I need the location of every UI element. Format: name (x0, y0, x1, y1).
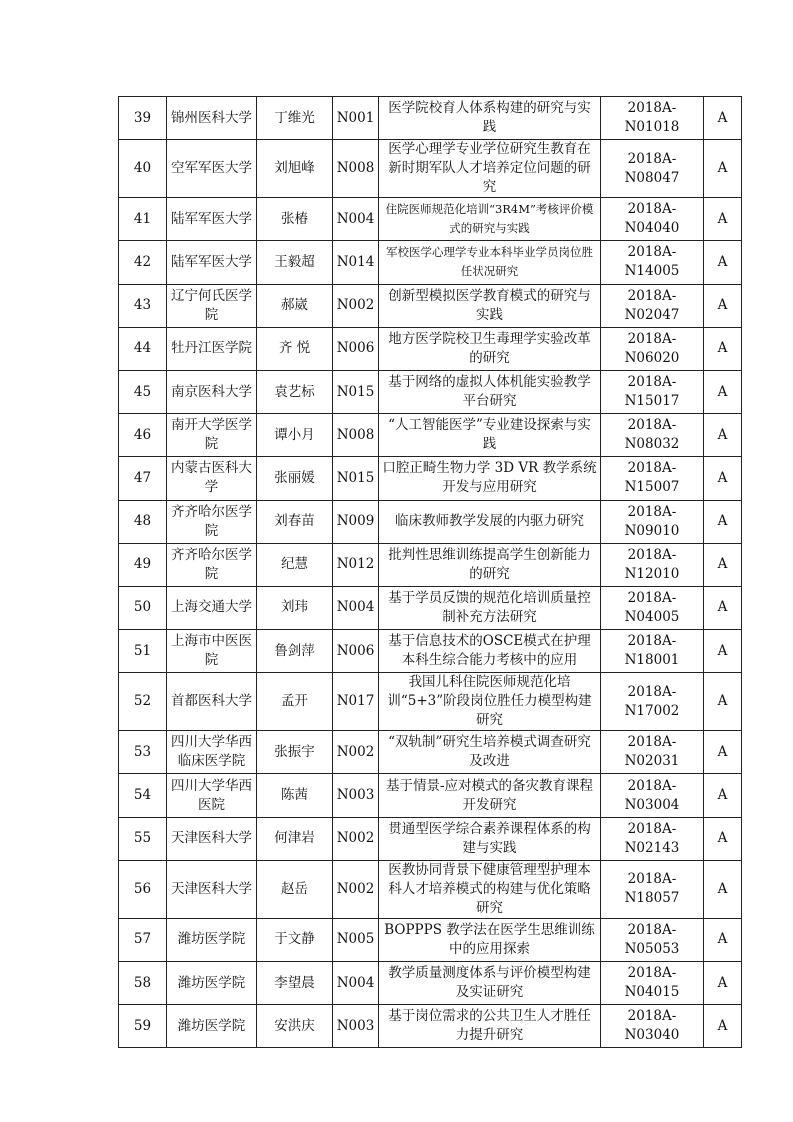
row-number-cell: 45 (119, 370, 167, 413)
row-number-cell: 41 (119, 198, 167, 241)
school-cell: 上海交通大学 (167, 586, 257, 629)
table-row (119, 370, 742, 413)
row-number-cell: 56 (119, 860, 167, 918)
project-title-cell: 基于情景-应对模式的备灾教育课程开发研究 (379, 774, 601, 817)
project-title-cell: “人工智能医学”专业建设探索与实践 (379, 414, 601, 457)
person-cell: 刘玮 (257, 586, 333, 629)
row-number-cell: 49 (119, 543, 167, 586)
project-title-cell: 医学心理学专业学位研究生教育在新时期军队人才培养定位问题的研究 (379, 140, 601, 198)
project-number-cell: 2018A-N04015 (601, 962, 704, 1005)
person-cell: 赵岳 (257, 860, 333, 918)
category-code-cell: N008 (333, 414, 379, 457)
project-number-cell: 2018A-N04005 (601, 586, 704, 629)
person-cell: 纪慧 (257, 543, 333, 586)
level-cell: A (704, 241, 742, 284)
project-title-cell: 军校医学心理学专业本科毕业学员岗位胜任状况研究 (379, 241, 601, 284)
level-cell: A (704, 731, 742, 774)
school-cell: 四川大学华西医院 (167, 774, 257, 817)
project-title-cell: 医教协同背景下健康管理型护理本科人才培养模式的构建与优化策略研究 (379, 860, 601, 918)
level-cell: A (704, 370, 742, 413)
school-cell: 齐齐哈尔医学院 (167, 500, 257, 543)
category-code-cell: N002 (333, 284, 379, 327)
category-code-cell: N004 (333, 586, 379, 629)
school-cell: 牡丹江医学院 (167, 327, 257, 370)
person-cell: 刘春苗 (257, 500, 333, 543)
project-title-cell: 批判性思维训练提高学生创新能力的研究 (379, 543, 601, 586)
category-code-cell: N004 (333, 198, 379, 241)
table-body (119, 97, 742, 1048)
table-row (119, 1005, 742, 1048)
project-number-cell: 2018A-N15007 (601, 457, 704, 500)
level-cell: A (704, 774, 742, 817)
row-number-cell: 54 (119, 774, 167, 817)
school-cell: 潍坊医学院 (167, 1005, 257, 1048)
school-cell: 齐齐哈尔医学院 (167, 543, 257, 586)
project-number-cell: 2018A-N15017 (601, 370, 704, 413)
person-cell: 鲁剑萍 (257, 630, 333, 673)
level-cell: A (704, 962, 742, 1005)
category-code-cell: N003 (333, 774, 379, 817)
level-cell: A (704, 500, 742, 543)
level-cell: A (704, 543, 742, 586)
project-number-cell: 2018A-N04040 (601, 198, 704, 241)
project-number-cell: 2018A-N17002 (601, 673, 704, 731)
project-number-cell: 2018A-N02031 (601, 731, 704, 774)
school-cell: 首都医科大学 (167, 673, 257, 731)
project-title-cell: 教学质量测度体系与评价模型构建及实证研究 (379, 962, 601, 1005)
row-number-cell: 40 (119, 140, 167, 198)
table-row (119, 673, 742, 731)
category-code-cell: N006 (333, 630, 379, 673)
project-number-cell: 2018A-N14005 (601, 241, 704, 284)
level-cell: A (704, 673, 742, 731)
person-cell: 张振宇 (257, 731, 333, 774)
project-number-cell: 2018A-N05053 (601, 918, 704, 961)
person-cell: 丁维光 (257, 97, 333, 140)
table-row (119, 817, 742, 860)
category-code-cell: N006 (333, 327, 379, 370)
school-cell: 潍坊医学院 (167, 918, 257, 961)
category-code-cell: N012 (333, 543, 379, 586)
project-title-cell: 地方医学院校卫生毒理学实验改革的研究 (379, 327, 601, 370)
school-cell: 空军军医大学 (167, 140, 257, 198)
row-number-cell: 58 (119, 962, 167, 1005)
level-cell: A (704, 327, 742, 370)
project-number-cell: 2018A-N08032 (601, 414, 704, 457)
project-title-cell: 贯通型医学综合素养课程体系的构建与实践 (379, 817, 601, 860)
school-cell: 潍坊医学院 (167, 962, 257, 1005)
person-cell: 郝崴 (257, 284, 333, 327)
level-cell: A (704, 140, 742, 198)
table-row (119, 962, 742, 1005)
project-title-cell: 临床教师教学发展的内驱力研究 (379, 500, 601, 543)
person-cell: 齐 悦 (257, 327, 333, 370)
project-number-cell: 2018A-N03004 (601, 774, 704, 817)
level-cell: A (704, 198, 742, 241)
category-code-cell: N017 (333, 673, 379, 731)
category-code-cell: N015 (333, 370, 379, 413)
table-row (119, 860, 742, 918)
person-cell: 李望晨 (257, 962, 333, 1005)
category-code-cell: N009 (333, 500, 379, 543)
school-cell: 内蒙古医科大学 (167, 457, 257, 500)
school-cell: 上海市中医医院 (167, 630, 257, 673)
row-number-cell: 55 (119, 817, 167, 860)
level-cell: A (704, 414, 742, 457)
person-cell: 袁艺标 (257, 370, 333, 413)
row-number-cell: 47 (119, 457, 167, 500)
project-title-cell: 基于学员反馈的规范化培训质量控制补充方法研究 (379, 586, 601, 629)
row-number-cell: 44 (119, 327, 167, 370)
project-title-cell: 基于岗位需求的公共卫生人才胜任力提升研究 (379, 1005, 601, 1048)
table-row (119, 731, 742, 774)
level-cell: A (704, 630, 742, 673)
table-row (119, 586, 742, 629)
row-number-cell: 53 (119, 731, 167, 774)
table-row (119, 918, 742, 961)
project-number-cell: 2018A-N18057 (601, 860, 704, 918)
category-code-cell: N015 (333, 457, 379, 500)
school-cell: 天津医科大学 (167, 860, 257, 918)
category-code-cell: N002 (333, 817, 379, 860)
row-number-cell: 57 (119, 918, 167, 961)
table-row (119, 774, 742, 817)
project-title-cell: 住院医师规范化培训“3R4M”考核评价模式的研究与实践 (379, 198, 601, 241)
project-number-cell: 2018A-N02047 (601, 284, 704, 327)
table-row (119, 241, 742, 284)
row-number-cell: 46 (119, 414, 167, 457)
table-row (119, 97, 742, 140)
person-cell: 安洪庆 (257, 1005, 333, 1048)
project-number-cell: 2018A-N09010 (601, 500, 704, 543)
table-row (119, 543, 742, 586)
table-row (119, 457, 742, 500)
table-row (119, 198, 742, 241)
school-cell: 天津医科大学 (167, 817, 257, 860)
row-number-cell: 43 (119, 284, 167, 327)
project-title-cell: “双轨制”研究生培养模式调查研究及改进 (379, 731, 601, 774)
level-cell: A (704, 918, 742, 961)
person-cell: 张椿 (257, 198, 333, 241)
school-cell: 南京医科大学 (167, 370, 257, 413)
school-cell: 陆军军医大学 (167, 198, 257, 241)
person-cell: 张丽媛 (257, 457, 333, 500)
project-number-cell: 2018A-N06020 (601, 327, 704, 370)
project-number-cell: 2018A-N02143 (601, 817, 704, 860)
category-code-cell: N003 (333, 1005, 379, 1048)
table-row (119, 500, 742, 543)
project-number-cell: 2018A-N18001 (601, 630, 704, 673)
level-cell: A (704, 457, 742, 500)
row-number-cell: 50 (119, 586, 167, 629)
school-cell: 南开大学医学院 (167, 414, 257, 457)
project-title-cell: 口腔正畸生物力学 3D VR 教学系统开发与应用研究 (379, 457, 601, 500)
person-cell: 谭小月 (257, 414, 333, 457)
category-code-cell: N008 (333, 140, 379, 198)
table-row (119, 327, 742, 370)
table-row (119, 140, 742, 198)
category-code-cell: N002 (333, 860, 379, 918)
level-cell: A (704, 284, 742, 327)
person-cell: 孟开 (257, 673, 333, 731)
project-title-cell: 医学院校育人体系构建的研究与实践 (379, 97, 601, 140)
row-number-cell: 59 (119, 1005, 167, 1048)
school-cell: 锦州医科大学 (167, 97, 257, 140)
school-cell: 辽宁何氏医学院 (167, 284, 257, 327)
project-title-cell: 创新型模拟医学教育模式的研究与实践 (379, 284, 601, 327)
category-code-cell: N004 (333, 962, 379, 1005)
level-cell: A (704, 586, 742, 629)
project-title-cell: 我国儿科住院医师规范化培训“5+3”阶段岗位胜任力模型构建研究 (379, 673, 601, 731)
category-code-cell: N005 (333, 918, 379, 961)
table-row (119, 414, 742, 457)
category-code-cell: N002 (333, 731, 379, 774)
person-cell: 刘旭峰 (257, 140, 333, 198)
table-row (119, 630, 742, 673)
project-title-cell: BOPPPS 教学法在医学生思维训练中的应用探索 (379, 918, 601, 961)
level-cell: A (704, 97, 742, 140)
row-number-cell: 52 (119, 673, 167, 731)
project-number-cell: 2018A-N01018 (601, 97, 704, 140)
row-number-cell: 48 (119, 500, 167, 543)
level-cell: A (704, 817, 742, 860)
project-title-cell: 基于信息技术的OSCE模式在护理本科生综合能力考核中的应用 (379, 630, 601, 673)
person-cell: 于文静 (257, 918, 333, 961)
row-number-cell: 39 (119, 97, 167, 140)
person-cell: 王毅超 (257, 241, 333, 284)
level-cell: A (704, 1005, 742, 1048)
person-cell: 何津岩 (257, 817, 333, 860)
project-number-cell: 2018A-N08047 (601, 140, 704, 198)
category-code-cell: N001 (333, 97, 379, 140)
table-row (119, 284, 742, 327)
project-number-cell: 2018A-N12010 (601, 543, 704, 586)
project-table (118, 96, 742, 1048)
row-number-cell: 51 (119, 630, 167, 673)
row-number-cell: 42 (119, 241, 167, 284)
school-cell: 陆军军医大学 (167, 241, 257, 284)
person-cell: 陈茜 (257, 774, 333, 817)
category-code-cell: N014 (333, 241, 379, 284)
project-title-cell: 基于网络的虚拟人体机能实验教学平台研究 (379, 370, 601, 413)
project-number-cell: 2018A-N03040 (601, 1005, 704, 1048)
school-cell: 四川大学华西临床医学院 (167, 731, 257, 774)
level-cell: A (704, 860, 742, 918)
